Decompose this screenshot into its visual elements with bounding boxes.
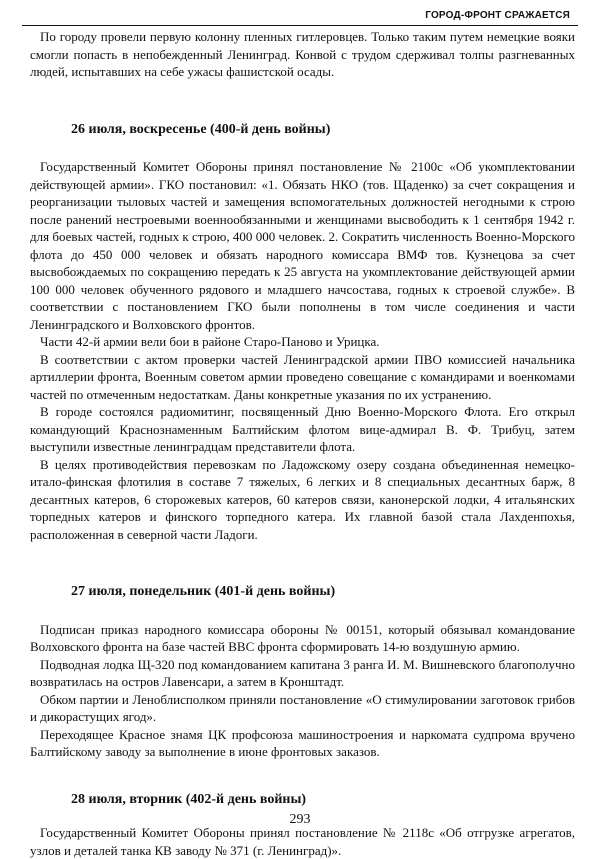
running-title: ГОРОД-ФРОНТ СРАЖАЕТСЯ (425, 10, 570, 21)
page-content (30, 28, 575, 859)
section-heading-july-27: 27 июля, понедельник (401-й день войны) (71, 584, 336, 599)
paragraph: Части 42-й армии вели бои в районе Старо-Паново и Урицка. (40, 334, 380, 349)
paragraph: Подписан приказ народного комиссара обороны № 00151, который обязывал командование Волховского фронта на базе частей ВВС фронта сформировать 14-ю воздушную армию. (30, 621, 575, 654)
paragraph: В соответствии с актом проверки частей Ленинградской армии ПВО комиссией начальника артиллерии фронта, Военным советом армии проведено совещание с командирами и военкомами частей по отмеченным недостаткам. Даны конкретные указания по их устранению. (30, 351, 575, 402)
paragraph: Подводная лодка Щ-320 под командованием капитана 3 ранга И. М. Вишневского благополучно возвратилась на остров Лавенсари, а затем в Кронштадт. (30, 656, 575, 689)
paragraph: Государственный Комитет Обороны принял постановление № 2100с «Об укомплектовании действующей армии». ГКО постановил: «1. Обязать НКО (тов. Щаденко) за счет сокращения и реорганизации тыловых частей и замещения вспомогательных должностей негодными к строю после ранений нестроевыми военнообязанными и женщинами высвободить к 1 сентября 1942 г. для боевых частей, годных к строю, 400 000 человек. 2. Сократить численность Военно-Морского флота до 450 000 человек и обязать народного комиссара ВМФ тов. Кузнецова за счет высвобождаемых по сокращению передать к 25 августа на укомплектование действующей армии 100 000 человек обученного рядового и младшего начсостава, годных к строевой службе». В соответствии с постановлением ГКО были пополнены в том числе соединения и части Ленинградского и Волховского фронтов. (30, 159, 575, 332)
section-heading-july-28: 28 июля, вторник (402-й день войны) (71, 791, 307, 807)
paragraph: В городе состоялся радиомитинг, посвященный Дню Военно-Морского Флота. Его открыл командующий Краснознаменным Балтийским флотом вице-адмирал В. Ф. Трибуц, затем выступили известные ленинградцам представители флота. (30, 404, 575, 454)
intro-paragraph: По городу провели первую колонну пленных гитлеровцев. Только таким путем немецкие вояки смогли попасть в непобежденный Ленинград. Конвой с трудом сдерживал толпы разгневанных людей, испытавших на себе ужасы фашистской осады. (30, 29, 575, 79)
header-rule (22, 25, 578, 26)
page-number: 293 (289, 812, 311, 827)
paragraph: Переходящее Красное знамя ЦК профсоюза машиностроения и наркомата судпрома вручено Балтийскому заводу за выполнение в июне фронтовых заказов. (30, 726, 575, 759)
section-heading-july-26: 26 июля, воскресенье (400-й день войны) (71, 121, 331, 137)
paragraph: В целях противодействия перевозкам по Ладожскому озеру создана объединенная немецко-итало-финская флотилия в составе 7 тяжелых, 6 легких и 8 специальных десантных барж, 8 десантных катеров, 6 сторожевых катеров, 60 катеров связи, канонерской лодки, 4 итальянских торпедных катеров и финского торпедного катера. Их главной базой стала Лахденпохья, расположенная в северной части Ладоги. (30, 456, 575, 542)
paragraph: Государственный Комитет Обороны принял постановление № 2118с «Об отгрузке агрегатов, узлов и деталей танка КВ заводу № 371 (г. Ленинград)». (30, 825, 575, 858)
paragraph: Обком партии и Леноблисполком приняли постановление «О стимулировании заготовок грибов и дикорастущих ягод». (30, 691, 575, 724)
